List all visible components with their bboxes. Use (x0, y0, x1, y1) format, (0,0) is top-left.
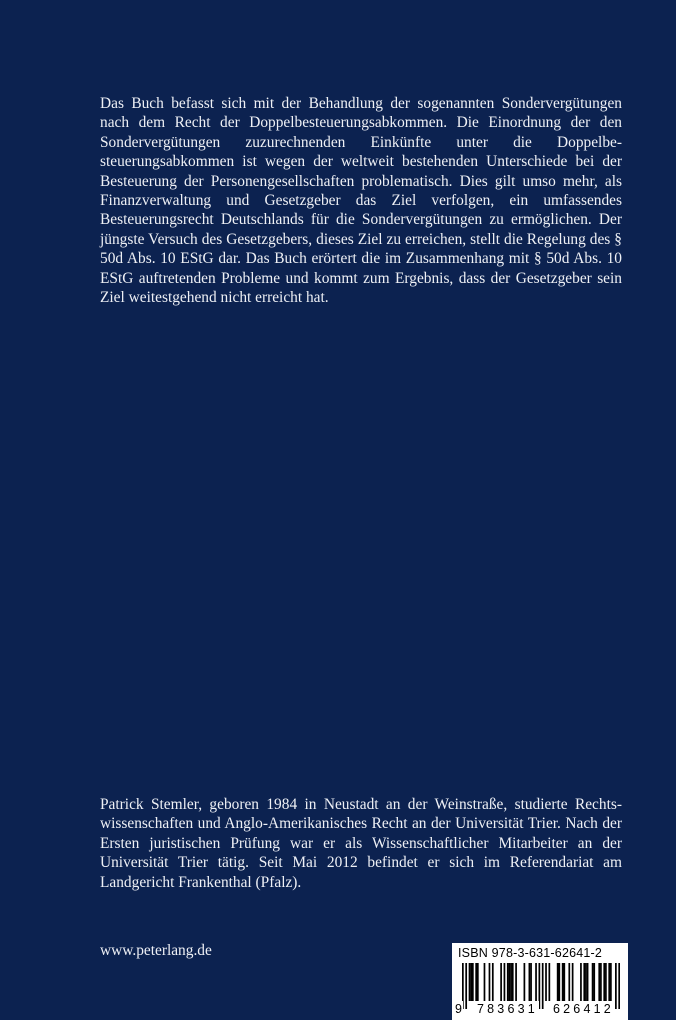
barcode-bar (557, 963, 559, 1001)
barcode-bar (605, 963, 607, 1001)
barcode-bar (583, 963, 585, 1001)
isbn-barcode (452, 943, 628, 1020)
barcode-bar (610, 963, 612, 1001)
barcode-bar (472, 963, 474, 1001)
barcode-bar (512, 963, 514, 1001)
barcode-bar (504, 963, 506, 1001)
barcode-bar (470, 963, 472, 1001)
barcode-bar (524, 963, 526, 1001)
barcode-bar (548, 963, 550, 1001)
barcode-bar (507, 963, 509, 1001)
barcode-bar (529, 963, 531, 1001)
barcode-bar (475, 963, 477, 1001)
barcode-bar (510, 963, 512, 1001)
barcode-bar (545, 963, 547, 1001)
barcode-digits (454, 1001, 626, 1017)
barcode-bar (509, 963, 511, 1001)
barcode-bar (568, 963, 570, 1001)
barcode-bar (603, 963, 605, 1001)
barcode-bar (563, 963, 565, 1001)
barcode-bar (592, 963, 594, 1001)
barcode-bar (600, 963, 602, 1001)
barcode-lead-digit: 9 (455, 1002, 462, 1016)
barcode-bar (585, 963, 587, 1001)
cover-blurb: Das Buch befasst sich mit der Behandlung der sogenannten Sondervergütungen nach dem Recht der Doppelbesteuerungsabkommen. Die Einordnung der den Sondervergütungen zuzurechnenden Einkünfte unter die Doppelbesteuerungsabkommen ist wegen der weltweit bestehenden Unterschiede bei der Besteuerung der Personengesellschaften problematisch. Dies gilt umso mehr, als Finanzverwaltung und Gesetzgeber das Ziel verfolgen, ein umfassendes Besteuerungsrecht Deutschlands für die Sondervergütungen zu ermöglichen. Der jüngste Versuch des Gesetzgebers, dieses Ziel zu erreichen, stellt die Regelung des § 50d Abs. 10 EStG dar. Das Buch erörtert die im Zusammenhang mit § 50d Abs. 10 EStG auftretenden Probleme und kommt zum Ergebnis, dass der Gesetzgeber sein Ziel weitestgehend nicht erreicht hat. (100, 95, 622, 307)
barcode-left-group: 783631 (477, 1002, 538, 1016)
barcode-bar (580, 963, 582, 1001)
barcode-bar (558, 963, 560, 1001)
barcode-bar (572, 963, 574, 1001)
barcode-bar (492, 963, 494, 1001)
barcode-bar (608, 963, 610, 1001)
barcode-bar (489, 963, 491, 1001)
author-bio: Patrick Stemler, geboren 1984 in Neustadt an der Weinstraße, studierte Rechtswissenschaften und Anglo-Amerikanisches Recht an der Universität Trier. Nach der Ersten juristischen Prüfung war er als Wissenschaftlicher Mitarbeiter an der Universität Trier tätig. Seit Mai 2012 befindet er sich im Referendariat am Landgericht Frankenthal (Pfalz). (100, 796, 622, 891)
barcode-bar (477, 963, 479, 1001)
barcode-bar (500, 963, 502, 1001)
publisher-website[interactable]: www.peterlang.de (100, 942, 212, 959)
barcode-bar (562, 963, 564, 1001)
barcode-bar (484, 963, 486, 1001)
barcode-bar (587, 963, 589, 1001)
barcode-bar (469, 963, 471, 1001)
barcode-bar (515, 963, 517, 1001)
barcode-bar (535, 963, 537, 1001)
barcode-bar (593, 963, 595, 1001)
barcode-bar (530, 963, 532, 1001)
isbn-label: ISBN 978-3-631-62641-2 (458, 946, 603, 960)
barcode-bar (598, 963, 600, 1001)
barcode-right-group: 626412 (553, 1002, 614, 1016)
